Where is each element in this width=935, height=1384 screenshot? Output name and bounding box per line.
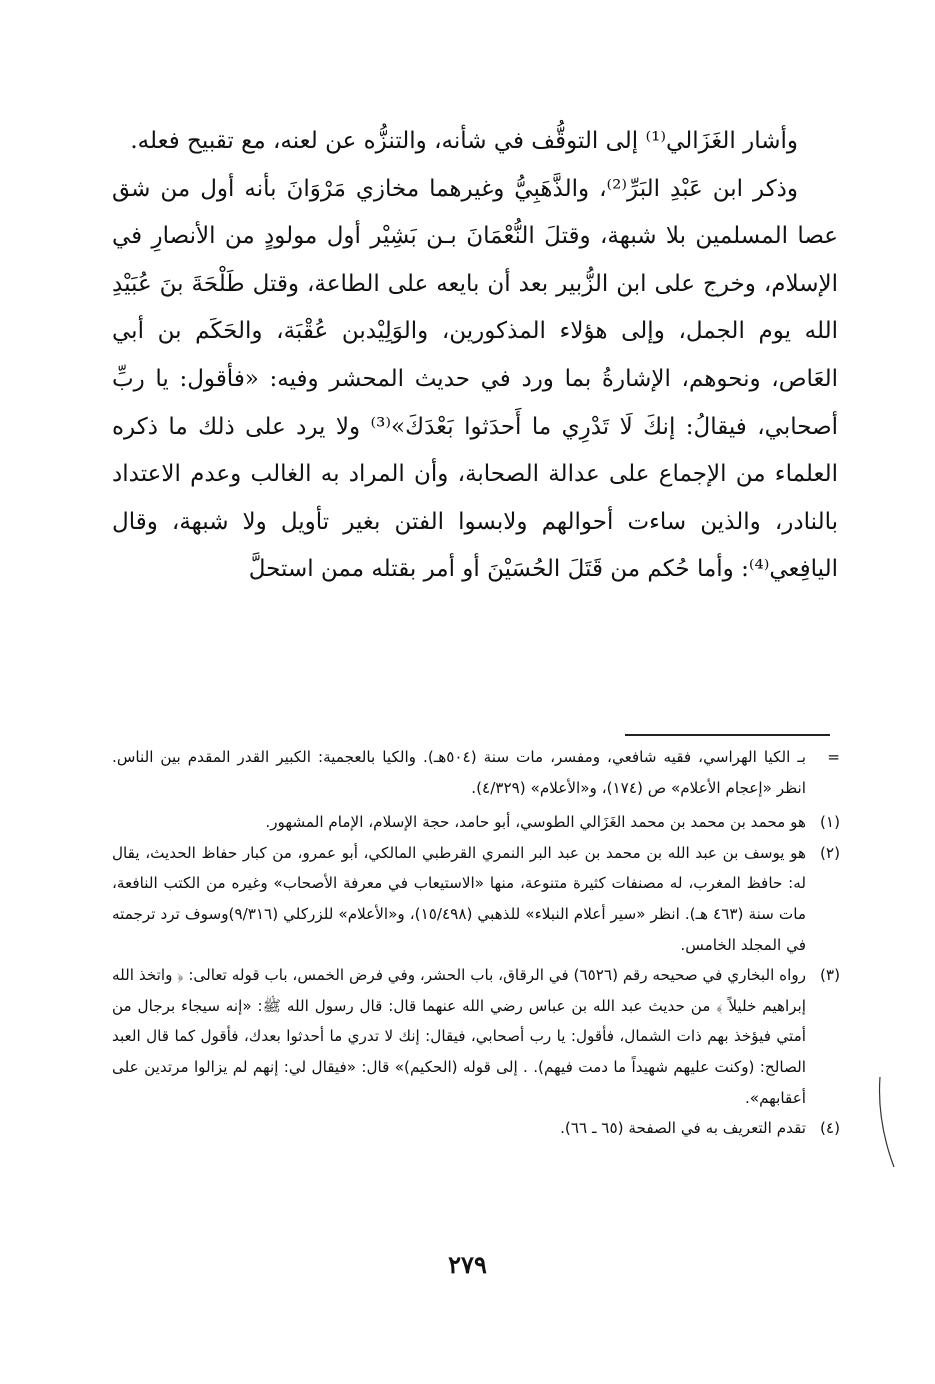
footnote-text: هو يوسف بن عبد الله بن محمد بن عبد البر النمري القرطبي المالكي، أبو عمرو، من كبار حفاظ الحديث، يقال له: حافظ المغرب، له مصنفات كثيرة متنوعة، منها «الاستيعاب في معرفة الأصحاب» وغيره من الكتب النافعة، مات سنة (٤٦٣ هـ). انظر «سير أعلام النبلاء» للذهبي (١٥/٤٩٨)، و«الأعلام» للزركلي (٩/٣١٦)وسوف ترد ترجمته في المجلد الخامس. xyxy=(112,843,806,954)
footnote-separator xyxy=(625,734,830,736)
footnote-number: (٣) xyxy=(819,966,840,985)
footnote-text: رواه البخاري في صحيحه رقم (٦٥٢٦) في الرقاق، باب الحشر، وفي فرض الخمس، باب قوله تعالى: ﴿ واتخذ الله إبراهيم خليلاً ﴾ من حديث عبد الله بن عباس رضي الله عنهما قال: قال رسول الله ﷺ: «إنه سيجاء برجال من أمتي فيؤخذ بهم ذات الشمال، فأقول: يا رب أصحابي، فيقال: إنك لا تدري ما أحدثوا بعدك، فأقول كما قال العبد الصالح: (وكنت عليهم شهيداً ما دمت فيهم). . إلى قوله (الحكيم)» قال: «فيقال لي: إنهم لم يزالوا مرتدين على أعقابهم». xyxy=(112,966,806,1107)
footnote-number: (١) xyxy=(819,813,840,832)
footnote-number: (٤) xyxy=(819,1119,840,1138)
footnotes xyxy=(112,742,840,1144)
paragraph-2: وذكر ابن عَبْدِ البَرِّ⁽²⁾، والذَّهَبِيُّ وغيرهما مخازي مَرْوَانَ بأنه أول من شق عصا المسلمين بلا شبهة، وقتلَ النُّعْمَانَ بـن بَشِيْر أول مولودٍ من الأنصارِ في الإسلام، وخرج على ابن الزُّبير بعد أن بايعه على الطاعة، وقتل طَلْحَةَ بنَ عُبَيْدِ الله يوم الجمل، وإلى هؤلاء المذكورين، والوَلِيْدبن عُقْبَة، والحَكَم بن أبي العَاص، ونحوهم، الإشارةُ بما ورد في حديث المحشر وفيه: «فأقول: يا ربِّ أصحابي، فيقالُ: إنكَ لَا تَدْرِي ما أَحدَثوا بَعْدَكَ»⁽³⁾ ولا يرد على ذلك ما ذكره العلماء من الإجماع على عدالة الصحابة، وأن المراد به الغالب وعدم الاعتداد بالنادر، والذين ساءت أحوالهم ولابسوا الفتن بغير تأويل ولا شبهة، وقال اليافِعي⁽⁴⁾: وأما حُكم من قَتَلَ الحُسَيْنَ أو أمر بقتله ممن استحلَّ xyxy=(112,175,838,583)
footnote-continuation-text: بـ الكيا الهراسي، فقيه شافعي، ومفسر، مات سنة (٥٠٤هـ). والكيا بالعجمية: الكبير القدر المقدم بين الناس. انظر «إعجام الأعلام» ص (١٧٤)، و«الأعلام» (٤/٣٢٩). xyxy=(112,748,806,797)
footnote-text: هو محمد بن محمد بن محمد الغَزَالي الطوسي، أبو حامد، حجة الإسلام، الإمام المشهور. xyxy=(265,813,806,832)
footnote-3 xyxy=(112,960,840,1113)
footnote-4 xyxy=(112,1113,840,1144)
main-text xyxy=(112,118,838,594)
footnote-1 xyxy=(112,807,840,838)
scan-edge-mark xyxy=(876,1075,898,1170)
continuation-mark: = xyxy=(827,748,840,766)
page-number: ٢٧٩ xyxy=(448,1250,487,1279)
footnote-continuation xyxy=(112,742,840,803)
footnote-number: (٢) xyxy=(819,843,840,862)
footnote-2 xyxy=(112,838,840,960)
footnote-text: تقدم التعريف به في الصفحة (٦٥ ـ ٦٦). xyxy=(560,1119,806,1138)
paragraph-1: وأشار الغَزَالي⁽¹⁾ إلى التوقُّف في شأنه، والتنزُّه عن لعنه، مع تقبيح فعله. xyxy=(130,128,798,154)
